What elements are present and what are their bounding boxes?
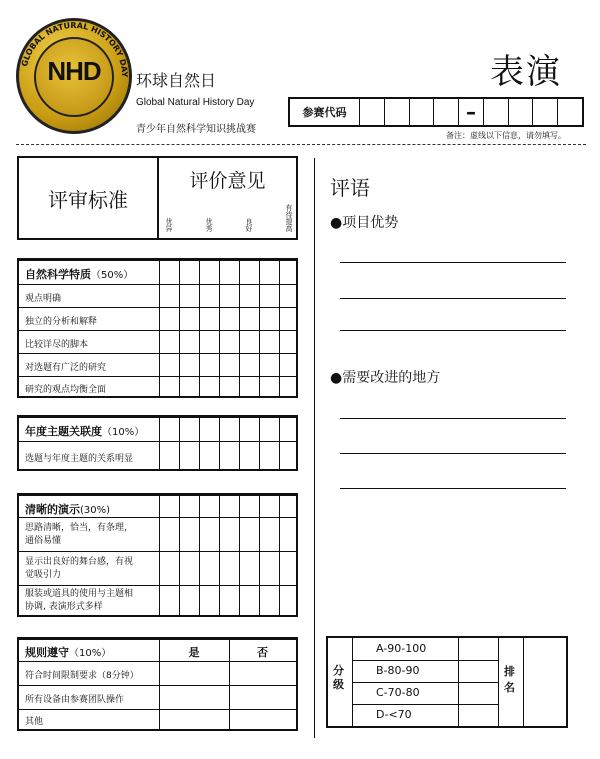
section-rules <box>17 637 298 731</box>
section-title: 清晰的演示(30%) <box>25 503 111 516</box>
logo-text: NHD <box>47 56 101 86</box>
brand-sub: 青少年自然科学知识挑战赛 <box>136 124 256 135</box>
entry-code-field[interactable] <box>288 97 584 127</box>
write-line[interactable] <box>340 488 566 489</box>
section-natural-science <box>17 258 298 398</box>
evaluation-title: 评价意见 <box>189 170 266 192</box>
criterion: 研究的观点均衡全面 <box>25 385 107 395</box>
section-theme <box>17 415 298 471</box>
code-cell[interactable] <box>360 99 385 125</box>
code-cell[interactable] <box>509 99 534 125</box>
rating-label: 良好 <box>245 218 253 232</box>
write-line[interactable] <box>340 298 566 299</box>
rating-label: 有待提高 <box>285 204 293 232</box>
criteria-header <box>17 156 298 240</box>
criterion: 选题与年度主题的关系明显 <box>25 454 134 464</box>
comments-title: 评语 <box>330 176 370 200</box>
section-presentation <box>17 493 298 617</box>
criterion: 观点明确 <box>25 294 62 304</box>
grade-option: B-80-90 <box>376 664 420 677</box>
rank-label: 排名 <box>504 665 515 694</box>
code-cell[interactable] <box>385 99 410 125</box>
criterion: 比较详尽的脚本 <box>25 340 89 350</box>
no-header: 否 <box>257 646 268 659</box>
yes-header: 是 <box>188 646 200 659</box>
criterion: 所有设备由参赛团队操作 <box>25 695 125 705</box>
code-cell[interactable] <box>484 99 509 125</box>
rating-label: 优秀 <box>205 218 213 232</box>
criterion: 独立的分析和解释 <box>25 317 98 327</box>
grade-option: C-70-80 <box>376 686 420 699</box>
criterion: 其他 <box>25 717 44 727</box>
code-cell[interactable] <box>410 99 435 125</box>
criterion: 对选题有广泛的研究 <box>25 363 107 373</box>
criterion: 符合时间限制要求（8分钟） <box>25 671 139 681</box>
note: 备注：虚线以下信息，请勿填写。 <box>446 131 566 140</box>
brand-cn: 环球自然日 <box>136 71 217 90</box>
criteria-title: 评审标准 <box>19 158 159 238</box>
grading-box <box>326 636 568 728</box>
strengths-heading: ●项目优势 <box>330 215 399 231</box>
code-label: 参赛代码 <box>290 99 360 125</box>
section-title: 自然科学特质（50%） <box>25 268 134 281</box>
section-title: 年度主题关联度（10%） <box>25 425 145 438</box>
grade-label: 分级 <box>333 664 344 691</box>
brand-en: Global Natural History Day <box>136 97 255 108</box>
criterion: 显示出良好的舞台感，有视 觉吸引力 <box>25 557 134 580</box>
write-line[interactable] <box>340 262 566 263</box>
criterion: 服装或道具的使用与主题相 协调, 表演形式多样 <box>25 589 134 612</box>
improvements-heading: ●需要改进的地方 <box>330 370 441 386</box>
code-separator: – <box>459 99 484 125</box>
code-cell[interactable] <box>558 99 582 125</box>
write-line[interactable] <box>340 453 566 454</box>
section-title: 规则遵守（10%） <box>25 646 112 659</box>
dashed-divider <box>16 144 586 145</box>
category-title: 表演 <box>490 52 562 92</box>
rating-label: 优异 <box>165 218 173 232</box>
svg-text:GLOBAL NATURAL HISTORY DAY: GLOBAL NATURAL HISTORY DAY <box>19 20 130 78</box>
grade-option: D-<70 <box>376 708 412 721</box>
code-cell[interactable] <box>434 99 459 125</box>
criterion: 思路清晰，恰当，有条理， 通俗易懂 <box>25 523 134 546</box>
code-cell[interactable] <box>533 99 558 125</box>
grade-option: A-90-100 <box>376 642 427 655</box>
write-line[interactable] <box>340 330 566 331</box>
column-divider <box>314 158 315 738</box>
write-line[interactable] <box>340 418 566 419</box>
